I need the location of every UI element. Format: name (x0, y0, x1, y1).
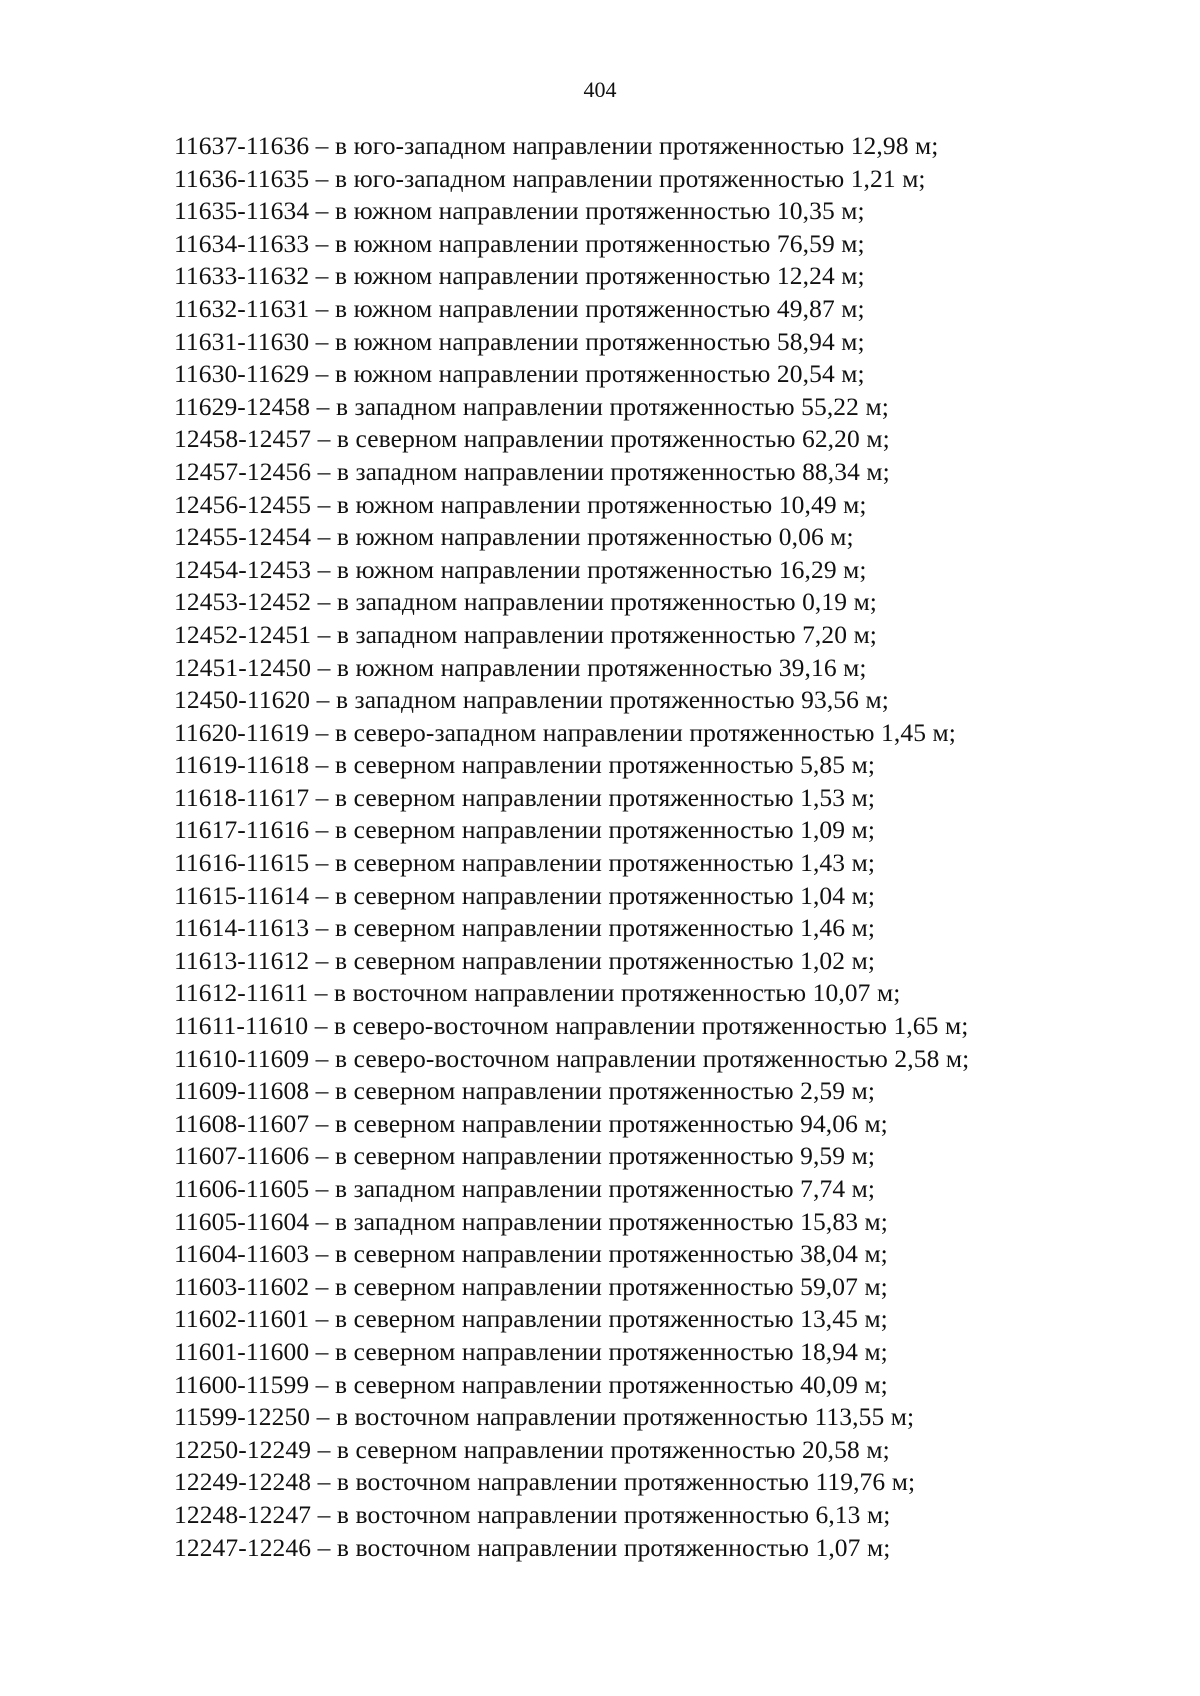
boundary-segment-line: 12453-12452 – в западном направлении протяженностью 0,19 м; (174, 587, 877, 617)
boundary-segment-line: 11637-11636 – в юго-западном направлении протяженностью 12,98 м; (174, 131, 939, 160)
boundary-segment-line: 11608-11607 – в северном направлении протяженностью 94,06 м; (174, 1108, 888, 1138)
boundary-segment-line: 11633-11632 – в южном направлении протяженностью 12,24 м; (174, 261, 865, 291)
boundary-segment-line: 11617-11616 – в северном направлении протяженностью 1,09 м; (174, 815, 876, 845)
boundary-segment-line: 11616-11615 – в северном направлении протяженностью 1,43 м; (174, 848, 876, 878)
boundary-segment-line: 11615-11614 – в северном направлении протяженностью 1,04 м; (174, 880, 876, 910)
boundary-segment-line: 11611-11610 – в северо-восточном направлении протяженностью 1,65 м; (174, 1011, 969, 1041)
boundary-description-list (174, 130, 1174, 1564)
boundary-segment-line: 12450-11620 – в западном направлении протяженностью 93,56 м; (174, 685, 889, 715)
boundary-segment-line: 12247-12246 – в восточном направлении протяженностью 1,07 м; (174, 1532, 891, 1562)
boundary-segment-line: 11606-11605 – в западном направлении протяженностью 7,74 м; (174, 1174, 876, 1203)
boundary-segment-line: 11600-11599 – в северном направлении протяженностью 40,09 м; (174, 1369, 888, 1399)
boundary-segment-line: 11620-11619 – в северо-западном направлении протяженностью 1,45 м; (174, 717, 956, 747)
boundary-segment-line: 11613-11612 – в северном направлении протяженностью 1,02 м; (174, 945, 876, 975)
boundary-segment-line: 11631-11630 – в южном направлении протяженностью 58,94 м; (174, 326, 865, 356)
boundary-segment-line: 11614-11613 – в северном направлении протяженностью 1,46 м; (174, 913, 876, 943)
boundary-segment-line: 11601-11600 – в северном направлении протяженностью 18,94 м; (174, 1336, 888, 1366)
boundary-segment-line: 11634-11633 – в южном направлении протяженностью 76,59 м; (174, 228, 865, 258)
boundary-segment-line: 12249-12248 – в восточном направлении протяженностью 119,76 м; (174, 1467, 916, 1497)
boundary-segment-line: 12248-12247 – в восточном направлении протяженностью 6,13 м; (174, 1499, 891, 1529)
boundary-segment-line: 11619-11618 – в северном направлении протяженностью 5,85 м; (174, 750, 876, 780)
page-number: 404 (583, 77, 617, 102)
boundary-segment-line: 12455-12454 – в южном направлении протяженностью 0,06 м; (174, 522, 854, 552)
boundary-segment-line: 11607-11606 – в северном направлении протяженностью 9,59 м; (174, 1141, 876, 1171)
boundary-segment-line: 11636-11635 – в юго-западном направлении протяженностью 1,21 м; (174, 163, 926, 193)
boundary-segment-line: 11602-11601 – в северном направлении протяженностью 13,45 м; (174, 1304, 888, 1334)
boundary-segment-line: 12457-12456 – в западном направлении протяженностью 88,34 м; (174, 456, 890, 486)
boundary-segment-line: 12250-12249 – в северном направлении протяженностью 20,58 м; (174, 1434, 890, 1464)
boundary-segment-line: 11609-11608 – в северном направлении протяженностью 2,59 м; (174, 1076, 876, 1106)
boundary-segment-line: 12458-12457 – в северном направлении протяженностью 62,20 м; (174, 424, 890, 454)
boundary-segment-line: 11632-11631 – в южном направлении протяженностью 49,87 м; (174, 293, 865, 323)
boundary-segment-line: 11612-11611 – в восточном направлении протяженностью 10,07 м; (174, 978, 901, 1008)
boundary-segment-line: 12456-12455 – в южном направлении протяженностью 10,49 м; (174, 489, 867, 519)
boundary-segment-line: 12451-12450 – в южном направлении протяженностью 39,16 м; (174, 652, 867, 682)
boundary-segment-line: 12454-12453 – в южном направлении протяженностью 16,29 м; (174, 554, 867, 584)
boundary-segment-line: 11610-11609 – в северо-восточном направлении протяженностью 2,58 м; (174, 1043, 970, 1073)
boundary-segment-line: 11630-11629 – в южном направлении протяженностью 20,54 м; (174, 359, 865, 389)
boundary-segment-line: 11603-11602 – в северном направлении протяженностью 59,07 м; (174, 1271, 888, 1301)
boundary-segment-line: 11605-11604 – в западном направлении протяженностью 15,83 м; (174, 1206, 888, 1236)
boundary-segment-line: 11635-11634 – в южном направлении протяженностью 10,35 м; (174, 196, 865, 226)
boundary-segment-line: 11629-12458 – в западном направлении протяженностью 55,22 м; (174, 391, 889, 421)
boundary-segment-line: 11599-12250 – в восточном направлении протяженностью 113,55 м; (174, 1402, 915, 1432)
boundary-segment-line: 12452-12451 – в западном направлении протяженностью 7,20 м; (174, 619, 877, 649)
boundary-segment-line: 11618-11617 – в северном направлении протяженностью 1,53 м; (174, 782, 876, 812)
boundary-segment-line: 11604-11603 – в северном направлении протяженностью 38,04 м; (174, 1239, 888, 1269)
